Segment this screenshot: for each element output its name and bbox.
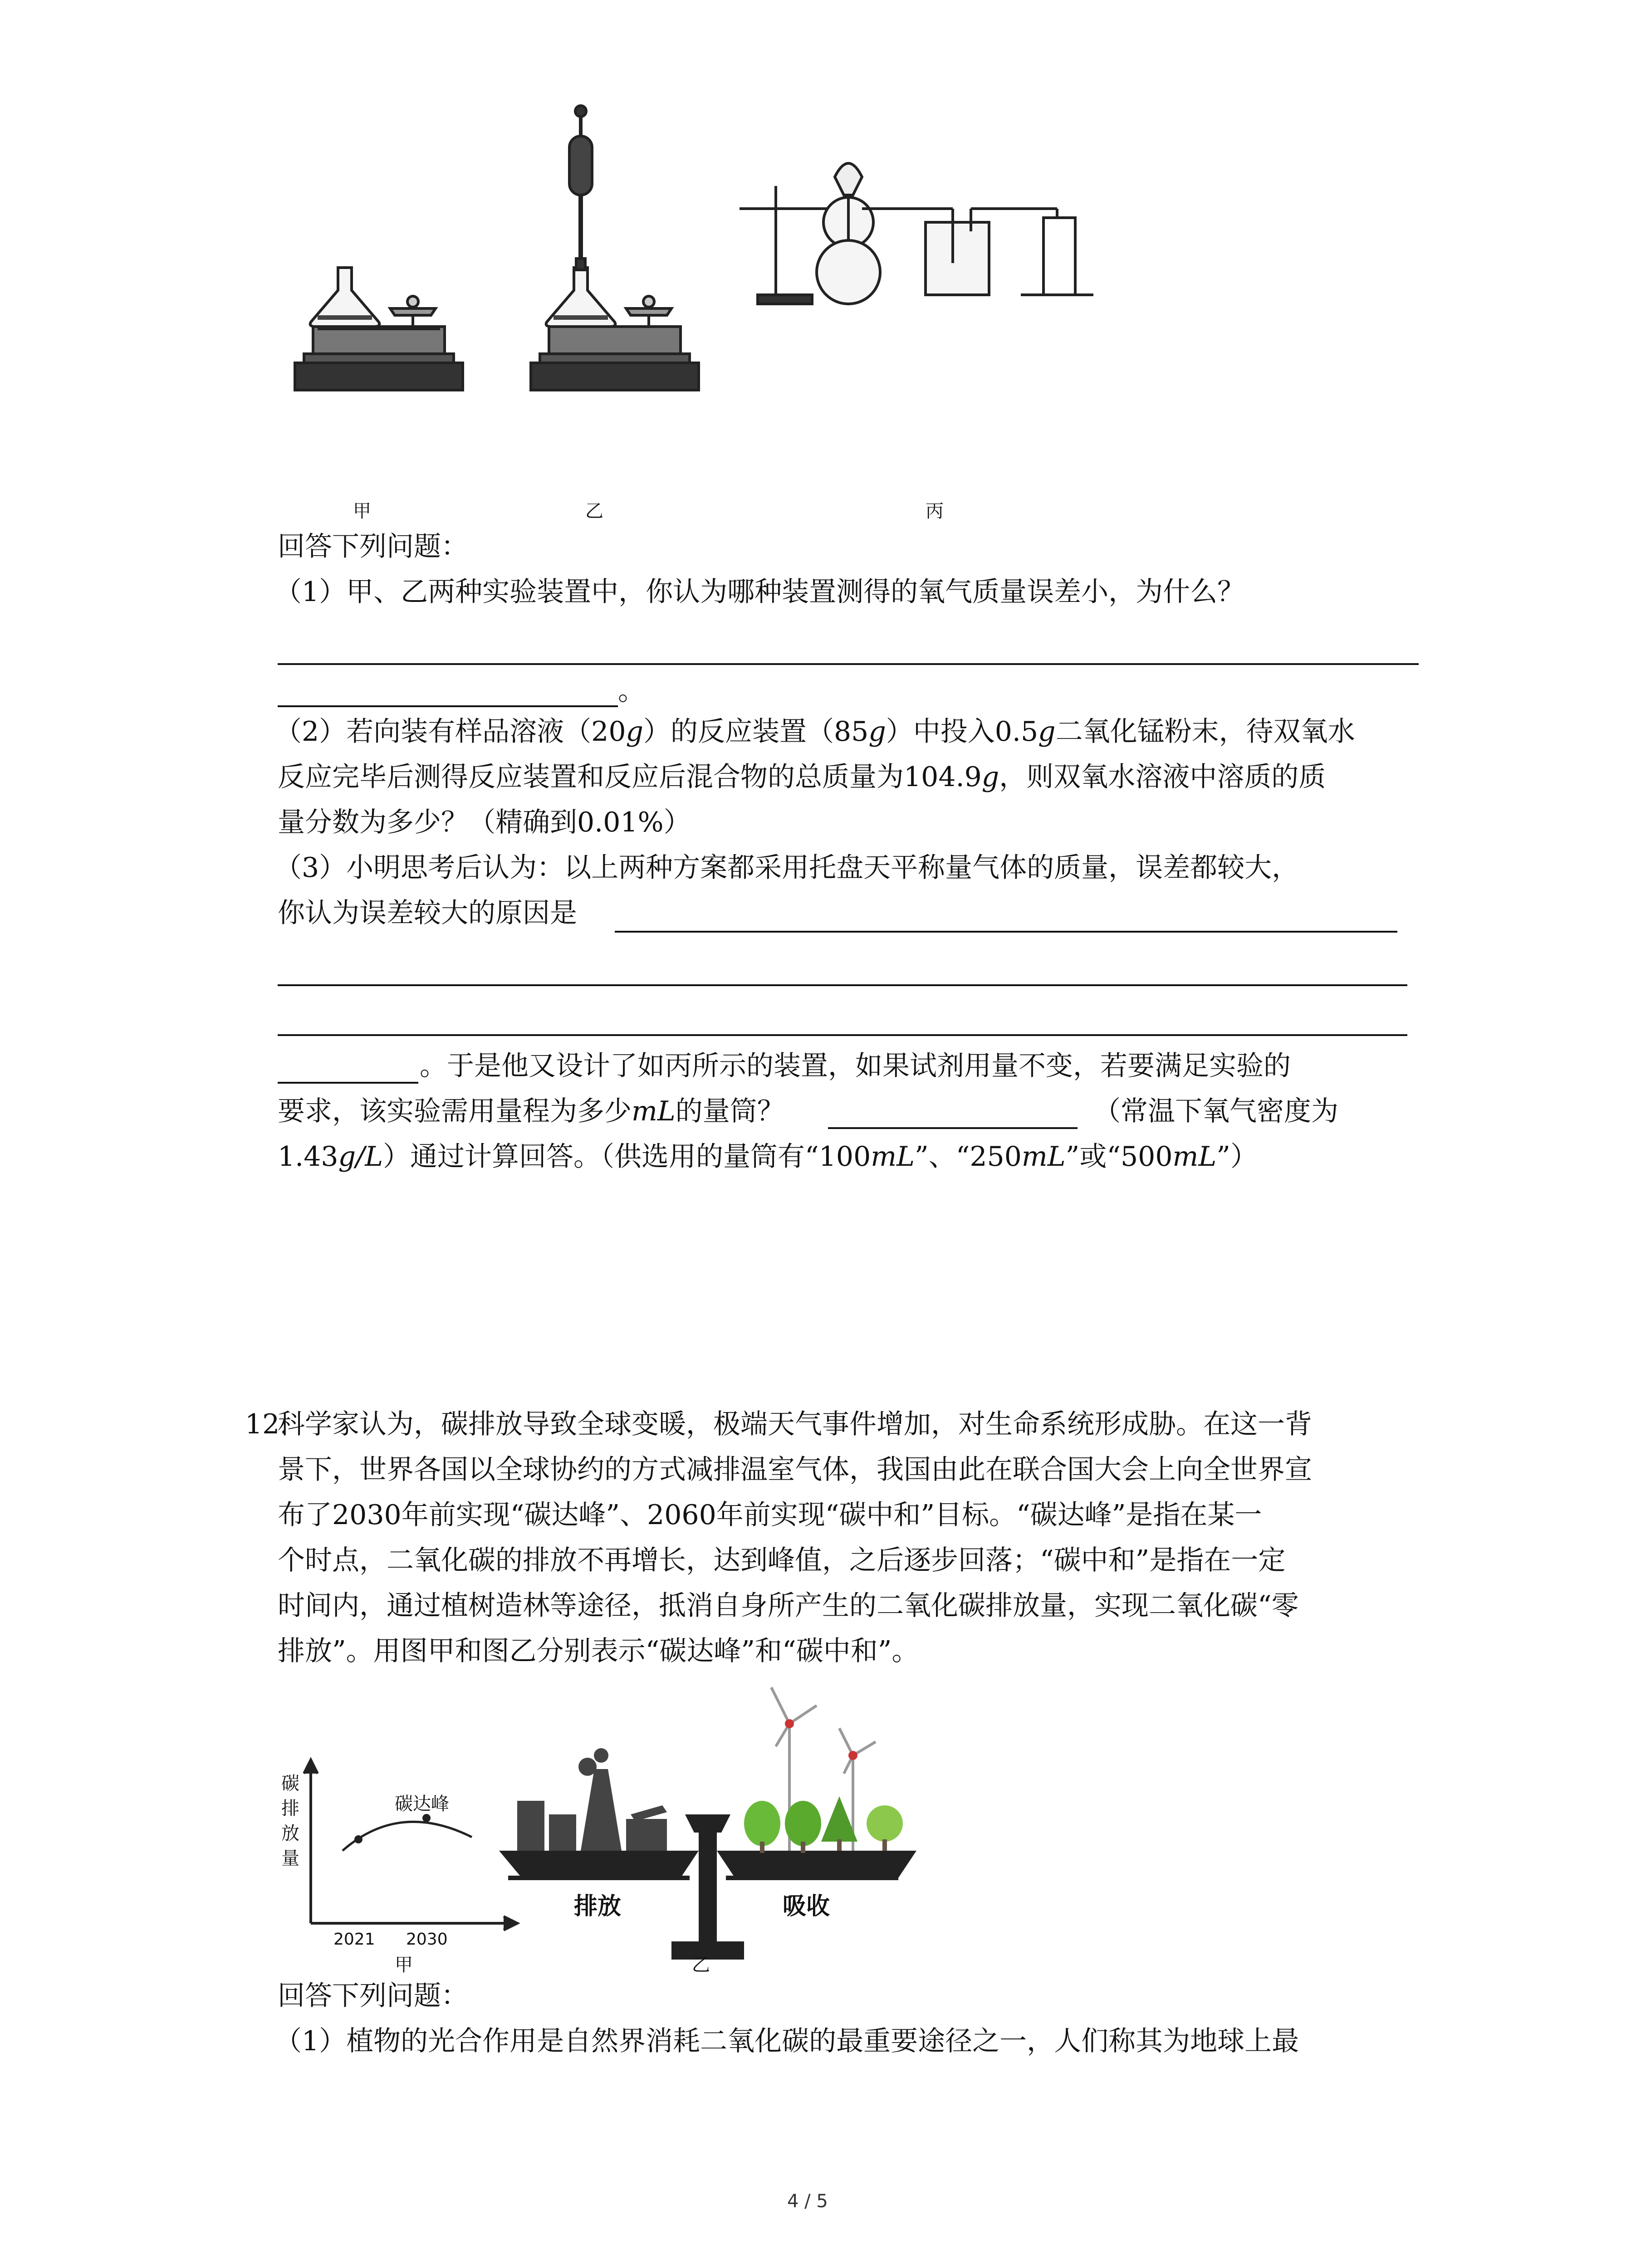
figure-label-jia-2: 甲 xyxy=(395,1955,413,1975)
q11-part2-line1 xyxy=(274,711,1355,752)
q12-line4: 个时点，二氧化碳的排放不再增长，达到峰值，之后逐步回落；“碳中和”是指在一定 xyxy=(278,1545,1286,1576)
q11-part3-line5 xyxy=(278,1091,784,1132)
answer-line xyxy=(278,1034,1407,1036)
answer-line xyxy=(615,931,1397,933)
q12-number: 12. xyxy=(245,1408,289,1440)
figure-label-jia: 甲 xyxy=(353,501,371,522)
text: 要求，该实验需用量程为多少 xyxy=(278,1095,632,1127)
x-tick-2030: 2030 xyxy=(406,1930,448,1949)
q11-part3-line4: 。于是他又设计了如丙所示的装置，如果试剂用量不变，若要满足实验的 xyxy=(420,1050,1291,1082)
answer-line xyxy=(278,1082,418,1084)
answer-line xyxy=(278,984,1407,986)
q12-line6: 排放”。用图甲和图乙分别表示“碳达峰”和“碳中和”。 xyxy=(278,1635,919,1667)
emit-label: 排放 xyxy=(574,1893,622,1920)
unit: g xyxy=(868,716,886,748)
q11-part3-line5-tail: （常温下氧气密度为 xyxy=(1093,1095,1338,1127)
text: 反应完毕后测得反应装置和反应后混合物的总质量为104.9 xyxy=(278,761,982,793)
text: ”或“500 xyxy=(1065,1141,1173,1173)
figure-label-yi: 乙 xyxy=(585,501,603,522)
text: 的量筒？ xyxy=(675,1095,784,1127)
text: ，则双氧水溶液中溶质的质 xyxy=(999,761,1326,793)
q12-line3: 布了2030年前实现“碳达峰”、2060年前实现“碳中和”目标。“碳达峰”是指在某一 xyxy=(278,1499,1262,1531)
text: ）的反应装置（85 xyxy=(643,716,869,748)
page-number: 4 / 5 xyxy=(787,2191,828,2212)
q11-part1: （1）甲、乙两种实验装置中，你认为哪种装置测得的氧气质量误差小，为什么？ xyxy=(274,576,1245,608)
apparatus-figure xyxy=(272,213,1452,531)
unit: mL xyxy=(1021,1141,1066,1173)
y-axis-label-3: 放 xyxy=(281,1823,299,1844)
carbon-neutral-figure xyxy=(490,1678,935,1969)
q12-line1: 科学家认为，碳排放导致全球变暖，极端天气事件增加，对生命系统形成胁。在这一背 xyxy=(278,1408,1312,1440)
gas-collection-bing xyxy=(740,163,1093,304)
answer-line xyxy=(278,663,1419,665)
balance-jia xyxy=(295,268,463,390)
q12-intro: 回答下列问题： xyxy=(278,1980,468,2012)
q11-intro: 回答下列问题： xyxy=(278,531,468,562)
text: ）通过计算回答。（供选用的量筒有“100 xyxy=(383,1141,871,1173)
answer-line xyxy=(278,705,618,707)
q11-part3-line2: 你认为误差较大的原因是 xyxy=(278,897,577,929)
q12-line2: 景下，世界各国以全球协约的方式减排温室气体，我国由此在联合国大会上向全世界宣 xyxy=(278,1454,1312,1486)
balance-yi xyxy=(531,106,699,390)
unit: mL xyxy=(1172,1141,1217,1173)
unit: mL xyxy=(632,1095,676,1127)
q12-part1: （1）植物的光合作用是自然界消耗二氧化碳的最重要途径之一，人们称其为地球上最 xyxy=(274,2025,1299,2057)
q12-line5: 时间内，通过植树造林等途径，抵消自身所产生的二氧化碳排放量，实现二氧化碳“零 xyxy=(278,1590,1299,1622)
text: ）中投入0.5 xyxy=(886,716,1038,748)
q11-part3-line1: （3）小明思考后认为：以上两种方案都采用托盘天平称量气体的质量，误差都较大， xyxy=(274,852,1299,884)
q11-part3-line6 xyxy=(278,1136,1258,1177)
text: 二氧化锰粉末，待双氧水 xyxy=(1055,716,1355,748)
figure-label-bing: 丙 xyxy=(926,501,944,522)
unit: g/L xyxy=(338,1141,383,1173)
x-tick-2021: 2021 xyxy=(333,1930,375,1949)
q11-part2-line2 xyxy=(278,757,1326,797)
text: （2）若向装有样品溶液（20 xyxy=(274,716,626,748)
text: ”、“250 xyxy=(915,1141,1022,1173)
answer-line xyxy=(828,1127,1078,1129)
q11-part2-line3: 量分数为多少？（精确到0.01%） xyxy=(278,807,691,838)
y-axis-label-1: 碳 xyxy=(281,1773,299,1794)
q11-part1-end: 。 xyxy=(618,675,645,707)
unit: g xyxy=(626,716,643,748)
text: ”） xyxy=(1216,1141,1258,1173)
unit: mL xyxy=(871,1141,915,1173)
point-2021 xyxy=(354,1835,362,1843)
absorb-label: 吸收 xyxy=(783,1893,830,1920)
text: 1.43 xyxy=(278,1141,338,1173)
figure-label-yi-2: 乙 xyxy=(692,1955,710,1975)
y-axis-label-2: 排 xyxy=(281,1798,299,1819)
y-axis-label-4: 量 xyxy=(281,1848,299,1869)
unit: g xyxy=(981,761,999,793)
peak-label: 碳达峰 xyxy=(395,1794,449,1814)
unit: g xyxy=(1038,716,1056,748)
